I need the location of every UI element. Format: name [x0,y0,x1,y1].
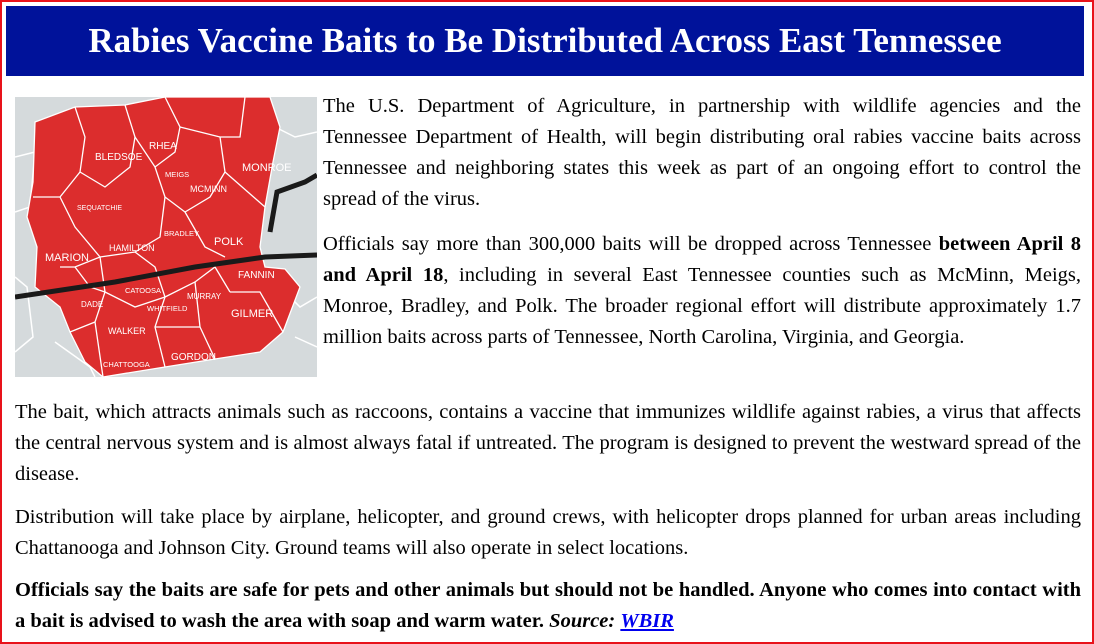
county-label: WHITFIELD [147,304,188,313]
safety-text: Officials say the baits are safe for pets and other animals but should not be handled. Anyone who comes into contact with a bait is advised to wash the area with soap and warm water. [15,579,1081,632]
county-label: MARION [45,252,89,264]
county-label: FANNIN [238,270,275,281]
county-label: BLEDSOE [95,152,143,163]
county-map [15,97,317,377]
paragraph-safety [15,575,1081,637]
county-label: MONROE [242,162,292,174]
county-label: HAMILTON [109,243,155,253]
county-label: MCMINN [190,184,227,194]
county-label: POLK [214,236,244,248]
county-label: MEIGS [165,170,190,179]
county-label: DADE [81,300,104,309]
source-link[interactable]: WBIR [620,610,674,632]
paragraph-dates [323,229,1081,353]
county-label: CATOOSA [125,286,161,295]
source-label: Source: [549,610,616,632]
county-label: GORDON [171,352,216,363]
county-label: GILMER [231,308,274,320]
paragraph-bait: The bait, which attracts animals such as raccoons, contains a vaccine that immunizes wildlife against rabies, a virus that affects the central nervous system and is almost always fatal if untreated. The program is designed to prevent the westward spread of the disease. [15,401,1081,485]
dates-highlight: between April 8 and April 18 [323,233,1082,286]
paragraph-intro: The U.S. Department of Agriculture, in partnership with wildlife agencies and the Tennessee Department of Health, will begin distributing oral rabies vaccine baits across Tennessee and neighboring states this week as part of an ongoing effort to control the spread of the virus. [323,95,1081,210]
paragraph-distribution: Distribution will take place by airplane, helicopter, and ground crews, with helicopter drops planned for urban areas including Chattanooga and Johnson City. Ground teams will also operate in select locations. [15,506,1081,559]
county-label: MURRAY [187,292,222,301]
dates-rest: , including in several East Tennessee counties such as McMinn, Meigs, Monroe, Bradley, and Polk. The broader regional effort will distribute approximately 1.7 million baits across parts of Tennessee, North Carolina, Virginia, and Georgia. [323,264,1081,348]
dates-lead: Officials say more than 300,000 baits will be dropped across Tennessee [323,233,939,255]
county-label: RHEA [149,141,177,152]
county-label: CHATTOOGA [103,360,150,369]
county-label: SEQUATCHIE [77,205,122,212]
county-label: BRADLEY [164,229,200,238]
county-label: WALKER [108,326,146,336]
headline: Rabies Vaccine Baits to Be Distributed Across East Tennessee [6,6,1084,76]
